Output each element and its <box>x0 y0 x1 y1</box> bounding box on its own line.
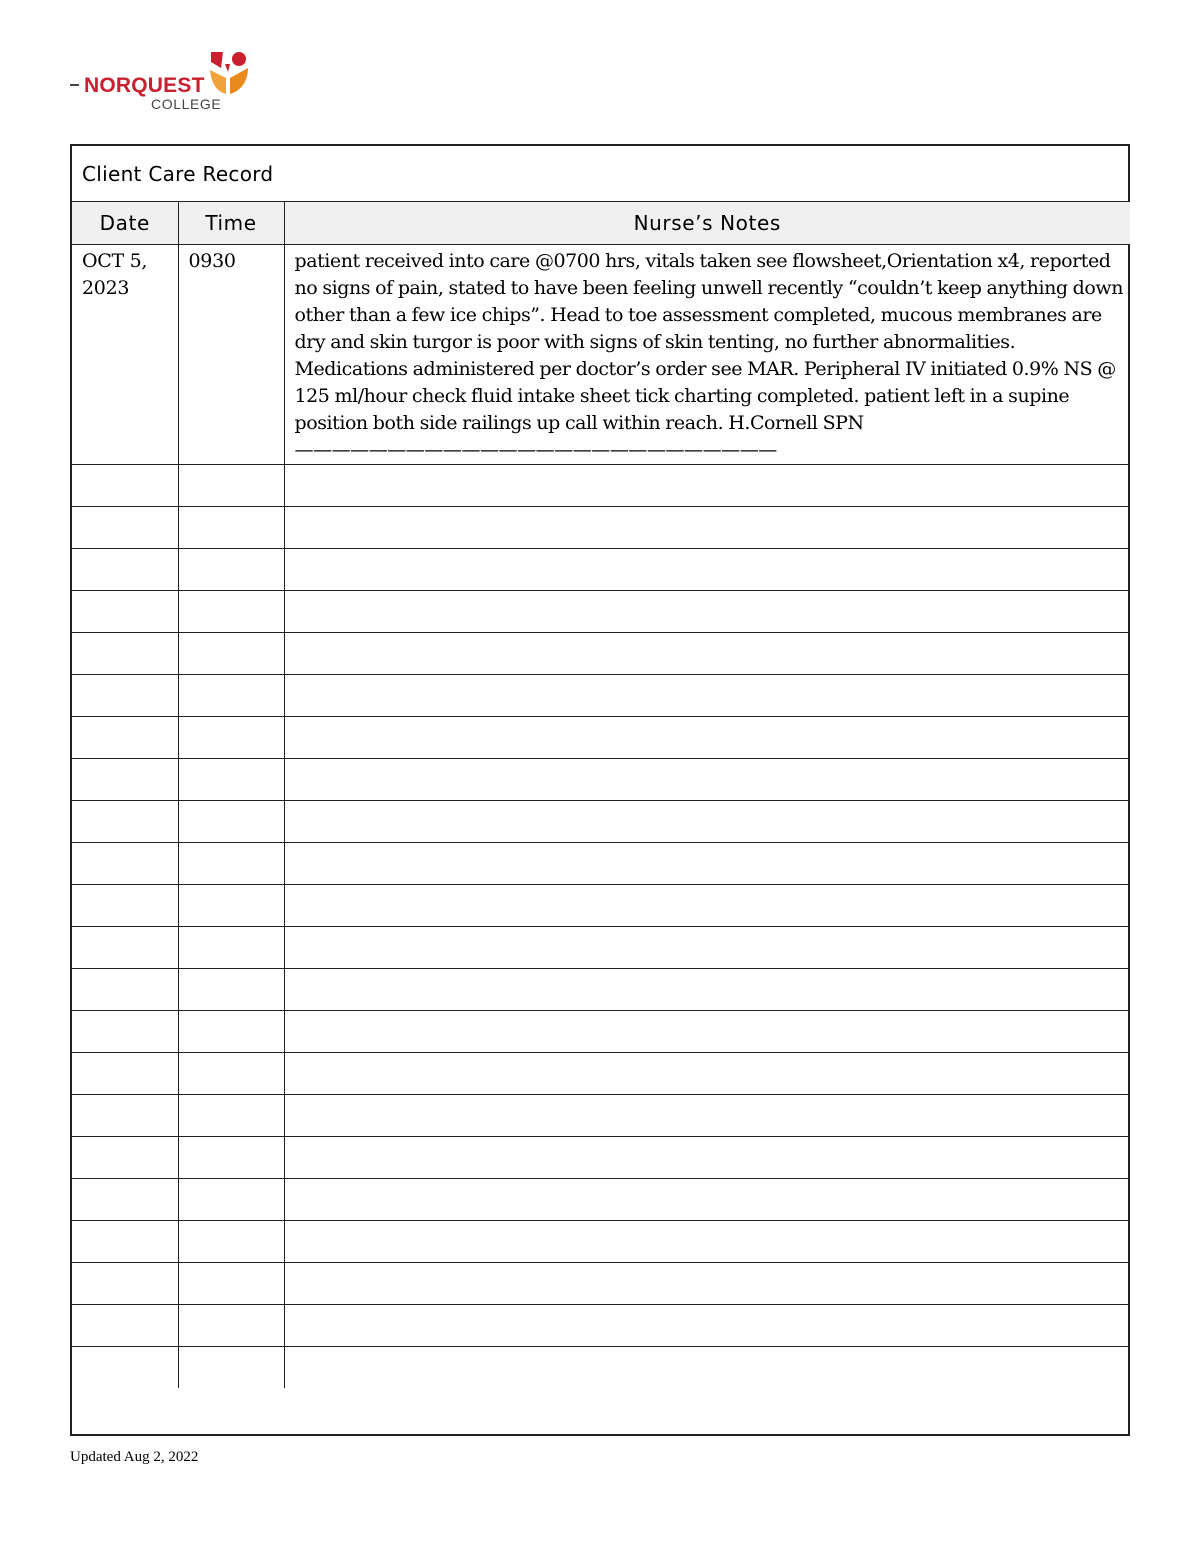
empty-note-cell <box>284 591 1130 633</box>
empty-time-cell <box>178 507 284 549</box>
empty-time-cell <box>178 591 284 633</box>
logo-subtext: COLLEGE <box>151 96 222 112</box>
empty-time-cell <box>178 549 284 591</box>
table-row-empty <box>72 717 1130 759</box>
table-row-empty <box>72 633 1130 675</box>
empty-note-cell <box>284 465 1130 507</box>
empty-note-cell <box>284 1053 1130 1095</box>
column-header-date: Date <box>72 202 178 245</box>
empty-date-cell <box>72 759 178 801</box>
empty-date-cell <box>72 507 178 549</box>
empty-time-cell <box>178 1053 284 1095</box>
empty-date-cell <box>72 1305 178 1347</box>
empty-note-cell <box>284 927 1130 969</box>
empty-time-cell <box>178 927 284 969</box>
empty-time-cell <box>178 885 284 927</box>
empty-note-cell <box>284 843 1130 885</box>
table-row-empty <box>72 969 1130 1011</box>
empty-date-cell <box>72 633 178 675</box>
column-header-nurses-notes: Nurse’s Notes <box>284 202 1130 245</box>
empty-time-cell <box>178 1095 284 1137</box>
table-row-empty <box>72 843 1130 885</box>
empty-note-cell <box>284 801 1130 843</box>
empty-date-cell <box>72 927 178 969</box>
empty-time-cell <box>178 633 284 675</box>
entry-note: patient received into care @0700 hrs, vitals taken see flowsheet,Orientation x4, reported no signs of pain, stated to have been feeling unwell recently “couldn’t keep anything down other than a few ice chips”. Head to toe assessment completed, mucous membranes are dry and skin turgor is poor with signs of skin tenting, no further abnormalities. Medications administered per doctor’s order see MAR. Peripheral IV initiated 0.9% NS @ 125 ml/hour check fluid intake sheet tick charting completed. patient left in a supine position both side railings up call within reach. H.Cornell SPN—————————————————————————— <box>284 245 1130 465</box>
logo-wordmark: NORQUEST <box>84 74 205 97</box>
empty-date-cell <box>72 549 178 591</box>
table-row-empty <box>72 1221 1130 1263</box>
empty-note-cell <box>284 1011 1130 1053</box>
table-row-empty <box>72 759 1130 801</box>
table-row-empty <box>72 1263 1130 1305</box>
table-row-empty <box>72 549 1130 591</box>
empty-date-cell <box>72 801 178 843</box>
empty-date-cell <box>72 717 178 759</box>
logo-emblem-icon <box>208 50 250 96</box>
table-row-empty <box>72 507 1130 549</box>
empty-note-cell <box>284 507 1130 549</box>
empty-date-cell <box>72 1137 178 1179</box>
empty-note-cell <box>284 1347 1130 1389</box>
empty-date-cell <box>72 1095 178 1137</box>
empty-date-cell <box>72 1263 178 1305</box>
empty-time-cell <box>178 759 284 801</box>
empty-note-cell <box>284 1221 1130 1263</box>
empty-date-cell <box>72 465 178 507</box>
empty-time-cell <box>178 1011 284 1053</box>
table-header-row <box>72 202 1130 245</box>
empty-note-cell <box>284 1263 1130 1305</box>
empty-time-cell <box>178 1221 284 1263</box>
table-row-empty <box>72 1137 1130 1179</box>
table-row-empty <box>72 885 1130 927</box>
empty-date-cell <box>72 969 178 1011</box>
empty-note-cell <box>284 1179 1130 1221</box>
table-row-empty <box>72 465 1130 507</box>
entry-time: 0930 <box>178 245 284 465</box>
table-row <box>72 245 1130 465</box>
client-care-record-form <box>70 144 1130 1436</box>
updated-date-footer: Updated Aug 2, 2022 <box>70 1449 199 1465</box>
norquest-college-logo <box>70 50 260 115</box>
table-row-empty <box>72 591 1130 633</box>
empty-time-cell <box>178 1263 284 1305</box>
empty-note-cell <box>284 675 1130 717</box>
empty-note-cell <box>284 1305 1130 1347</box>
empty-note-cell <box>284 969 1130 1011</box>
empty-time-cell <box>178 1179 284 1221</box>
table-row-empty <box>72 675 1130 717</box>
column-header-time: Time <box>178 202 284 245</box>
table-row-empty <box>72 1011 1130 1053</box>
entry-date: OCT 5, 2023 <box>72 245 178 465</box>
empty-note-cell <box>284 885 1130 927</box>
table-row-empty <box>72 1095 1130 1137</box>
empty-note-cell <box>284 717 1130 759</box>
empty-note-cell <box>284 549 1130 591</box>
empty-date-cell <box>72 591 178 633</box>
empty-time-cell <box>178 801 284 843</box>
empty-date-cell <box>72 1053 178 1095</box>
empty-note-cell <box>284 1095 1130 1137</box>
empty-time-cell <box>178 969 284 1011</box>
empty-time-cell <box>178 717 284 759</box>
empty-time-cell <box>178 465 284 507</box>
empty-date-cell <box>72 843 178 885</box>
empty-date-cell <box>72 1179 178 1221</box>
empty-note-cell <box>284 759 1130 801</box>
table-row-empty <box>72 1305 1130 1347</box>
empty-date-cell <box>72 1221 178 1263</box>
logo-dash <box>70 84 79 86</box>
empty-time-cell <box>178 1305 284 1347</box>
empty-date-cell <box>72 1011 178 1053</box>
table-row-empty <box>72 801 1130 843</box>
empty-time-cell <box>178 675 284 717</box>
empty-note-cell <box>284 1137 1130 1179</box>
empty-date-cell <box>72 1347 178 1389</box>
record-title: Client Care Record <box>72 146 1128 202</box>
empty-time-cell <box>178 843 284 885</box>
table-row-empty <box>72 927 1130 969</box>
empty-date-cell <box>72 675 178 717</box>
empty-note-cell <box>284 633 1130 675</box>
empty-time-cell <box>178 1347 284 1389</box>
empty-time-cell <box>178 1137 284 1179</box>
table-row-empty <box>72 1053 1130 1095</box>
care-notes-table <box>72 202 1130 1388</box>
table-row-empty <box>72 1347 1130 1389</box>
empty-date-cell <box>72 885 178 927</box>
table-row-empty <box>72 1179 1130 1221</box>
